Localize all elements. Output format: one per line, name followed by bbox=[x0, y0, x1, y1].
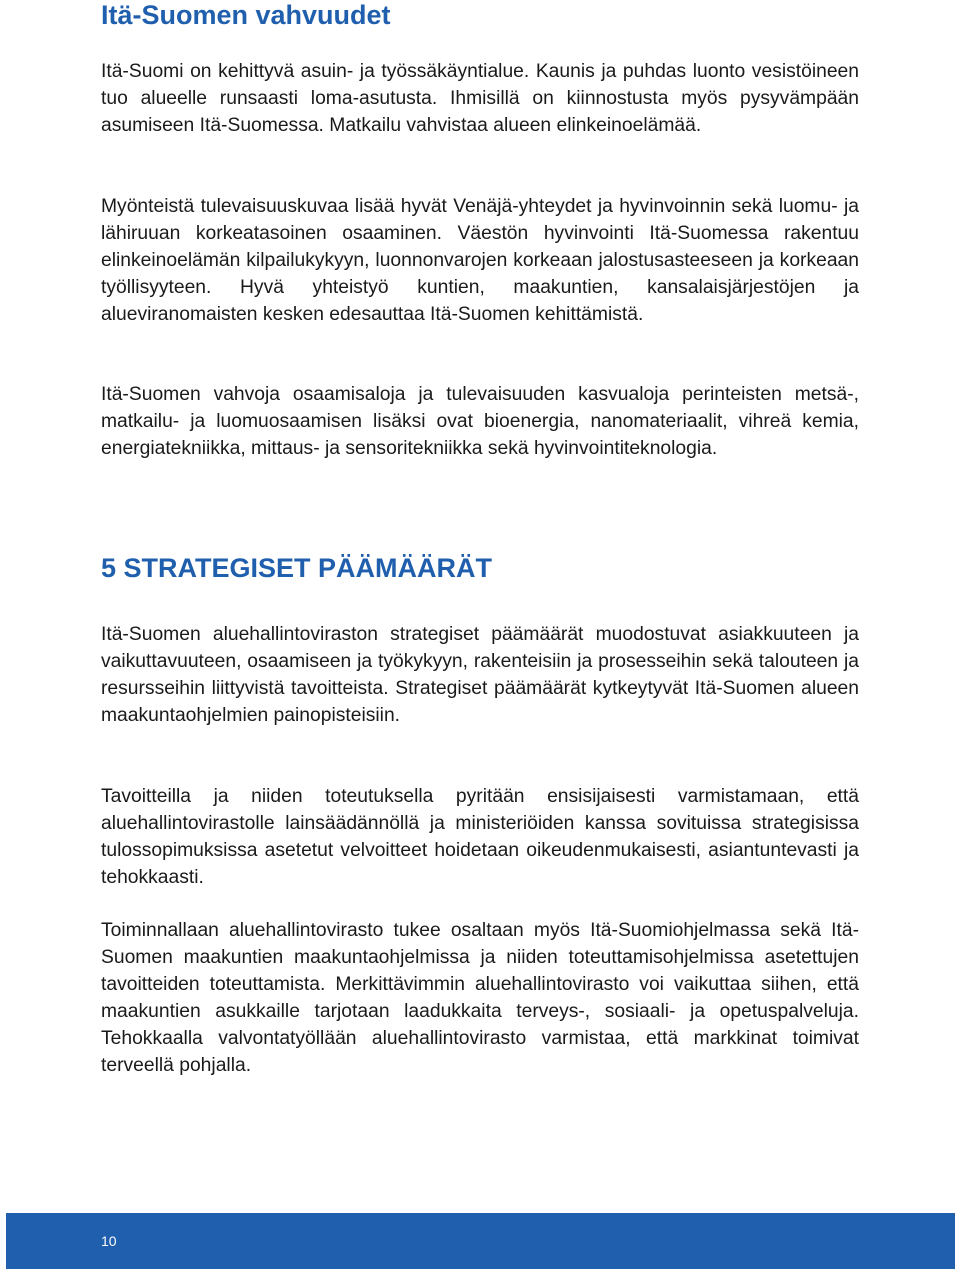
paragraph: Itä-Suomen aluehallintoviraston strategiset päämäärät muodostuvat asiakkuuteen ja vaikuttavuuteen, osaamiseen ja työkykyyn, rakenteisiin ja prosesseihin sekä talouteen ja resursseihin liittyvistä tavoitteista. Strategiset päämäärät kytkeytyvät Itä-Suomen alueen maakuntaohjelmien painopisteisiin. bbox=[101, 624, 859, 726]
footer-bar bbox=[6, 1213, 955, 1269]
paragraph: Myönteistä tulevaisuuskuvaa lisää hyvät Venäjä-yhteydet ja hyvinvoinnin sekä luomu- ja lähiruuan korkeatasoinen osaaminen. Väestön hyvinvointi Itä-Suomessa rakentuu elinkeinoelämän kilpailukykyyn, luonnonvarojen korkeaan jalostusasteeseen ja korkeaan työllisyyteen. Hyvä yhteistyö kuntien, maakuntien, kansalaisjärjestöjen ja alueviranomaisten kesken edesauttaa Itä-Suomen kehittämistä. bbox=[101, 196, 859, 325]
paragraph: Tavoitteilla ja niiden toteutuksella pyritään ensisijaisesti varmistamaan, että aluehallintovirastolle lainsäädännöllä ja ministeriöiden kanssa sovituissa strategisissa tulossopimuksissa asetetut velvoitteet hoidetaan oikeudenmukaisesti, asiantuntevasti ja tehokkaasti. bbox=[101, 786, 859, 888]
paragraph: Toiminnallaan aluehallintovirasto tukee osaltaan myös Itä-Suomiohjelmassa sekä Itä-Suomen maakuntien maakuntaohjelmissa ja niiden toteuttamisohjelmissa asetettujen tavoitteiden toteuttamista. Merkittävimmin aluehallintovirasto voi vaikuttaa siihen, että maakuntien asukkaille tarjotaan laadukkaita terveys-, sosiaali- ja opetuspalveluja. Tehokkaalla valvontatyöllään aluehallintovirasto varmistaa, että markkinat toimivat terveellä pohjalla. bbox=[101, 920, 859, 1076]
paragraph: Itä-Suomi on kehittyvä asuin- ja työssäkäyntialue. Kaunis ja puhdas luonto vesistöineen tuo alueelle runsaasti loma-asutusta. Ihmisillä on kiinnostusta myös pysyvämpään asumiseen Itä-Suomessa. Matkailu vahvistaa alueen elinkeinoelämää. bbox=[101, 61, 859, 136]
paragraph: Itä-Suomen vahvoja osaamisaloja ja tulevaisuuden kasvualoja perinteisten metsä-, matkailu- ja luomuosaamisen lisäksi ovat bioenergia, nanomateriaalit, vihreä kemia, energiatekniikka, mittaus- ja sensoritekniikka sekä hyvinvointiteknologia. bbox=[101, 384, 859, 459]
section-heading-strategic-goals: 5 STRATEGISET PÄÄMÄÄRÄT bbox=[101, 553, 493, 583]
section-heading-strengths: Itä-Suomen vahvuudet bbox=[101, 0, 391, 30]
page-number: 10 bbox=[101, 1233, 117, 1249]
